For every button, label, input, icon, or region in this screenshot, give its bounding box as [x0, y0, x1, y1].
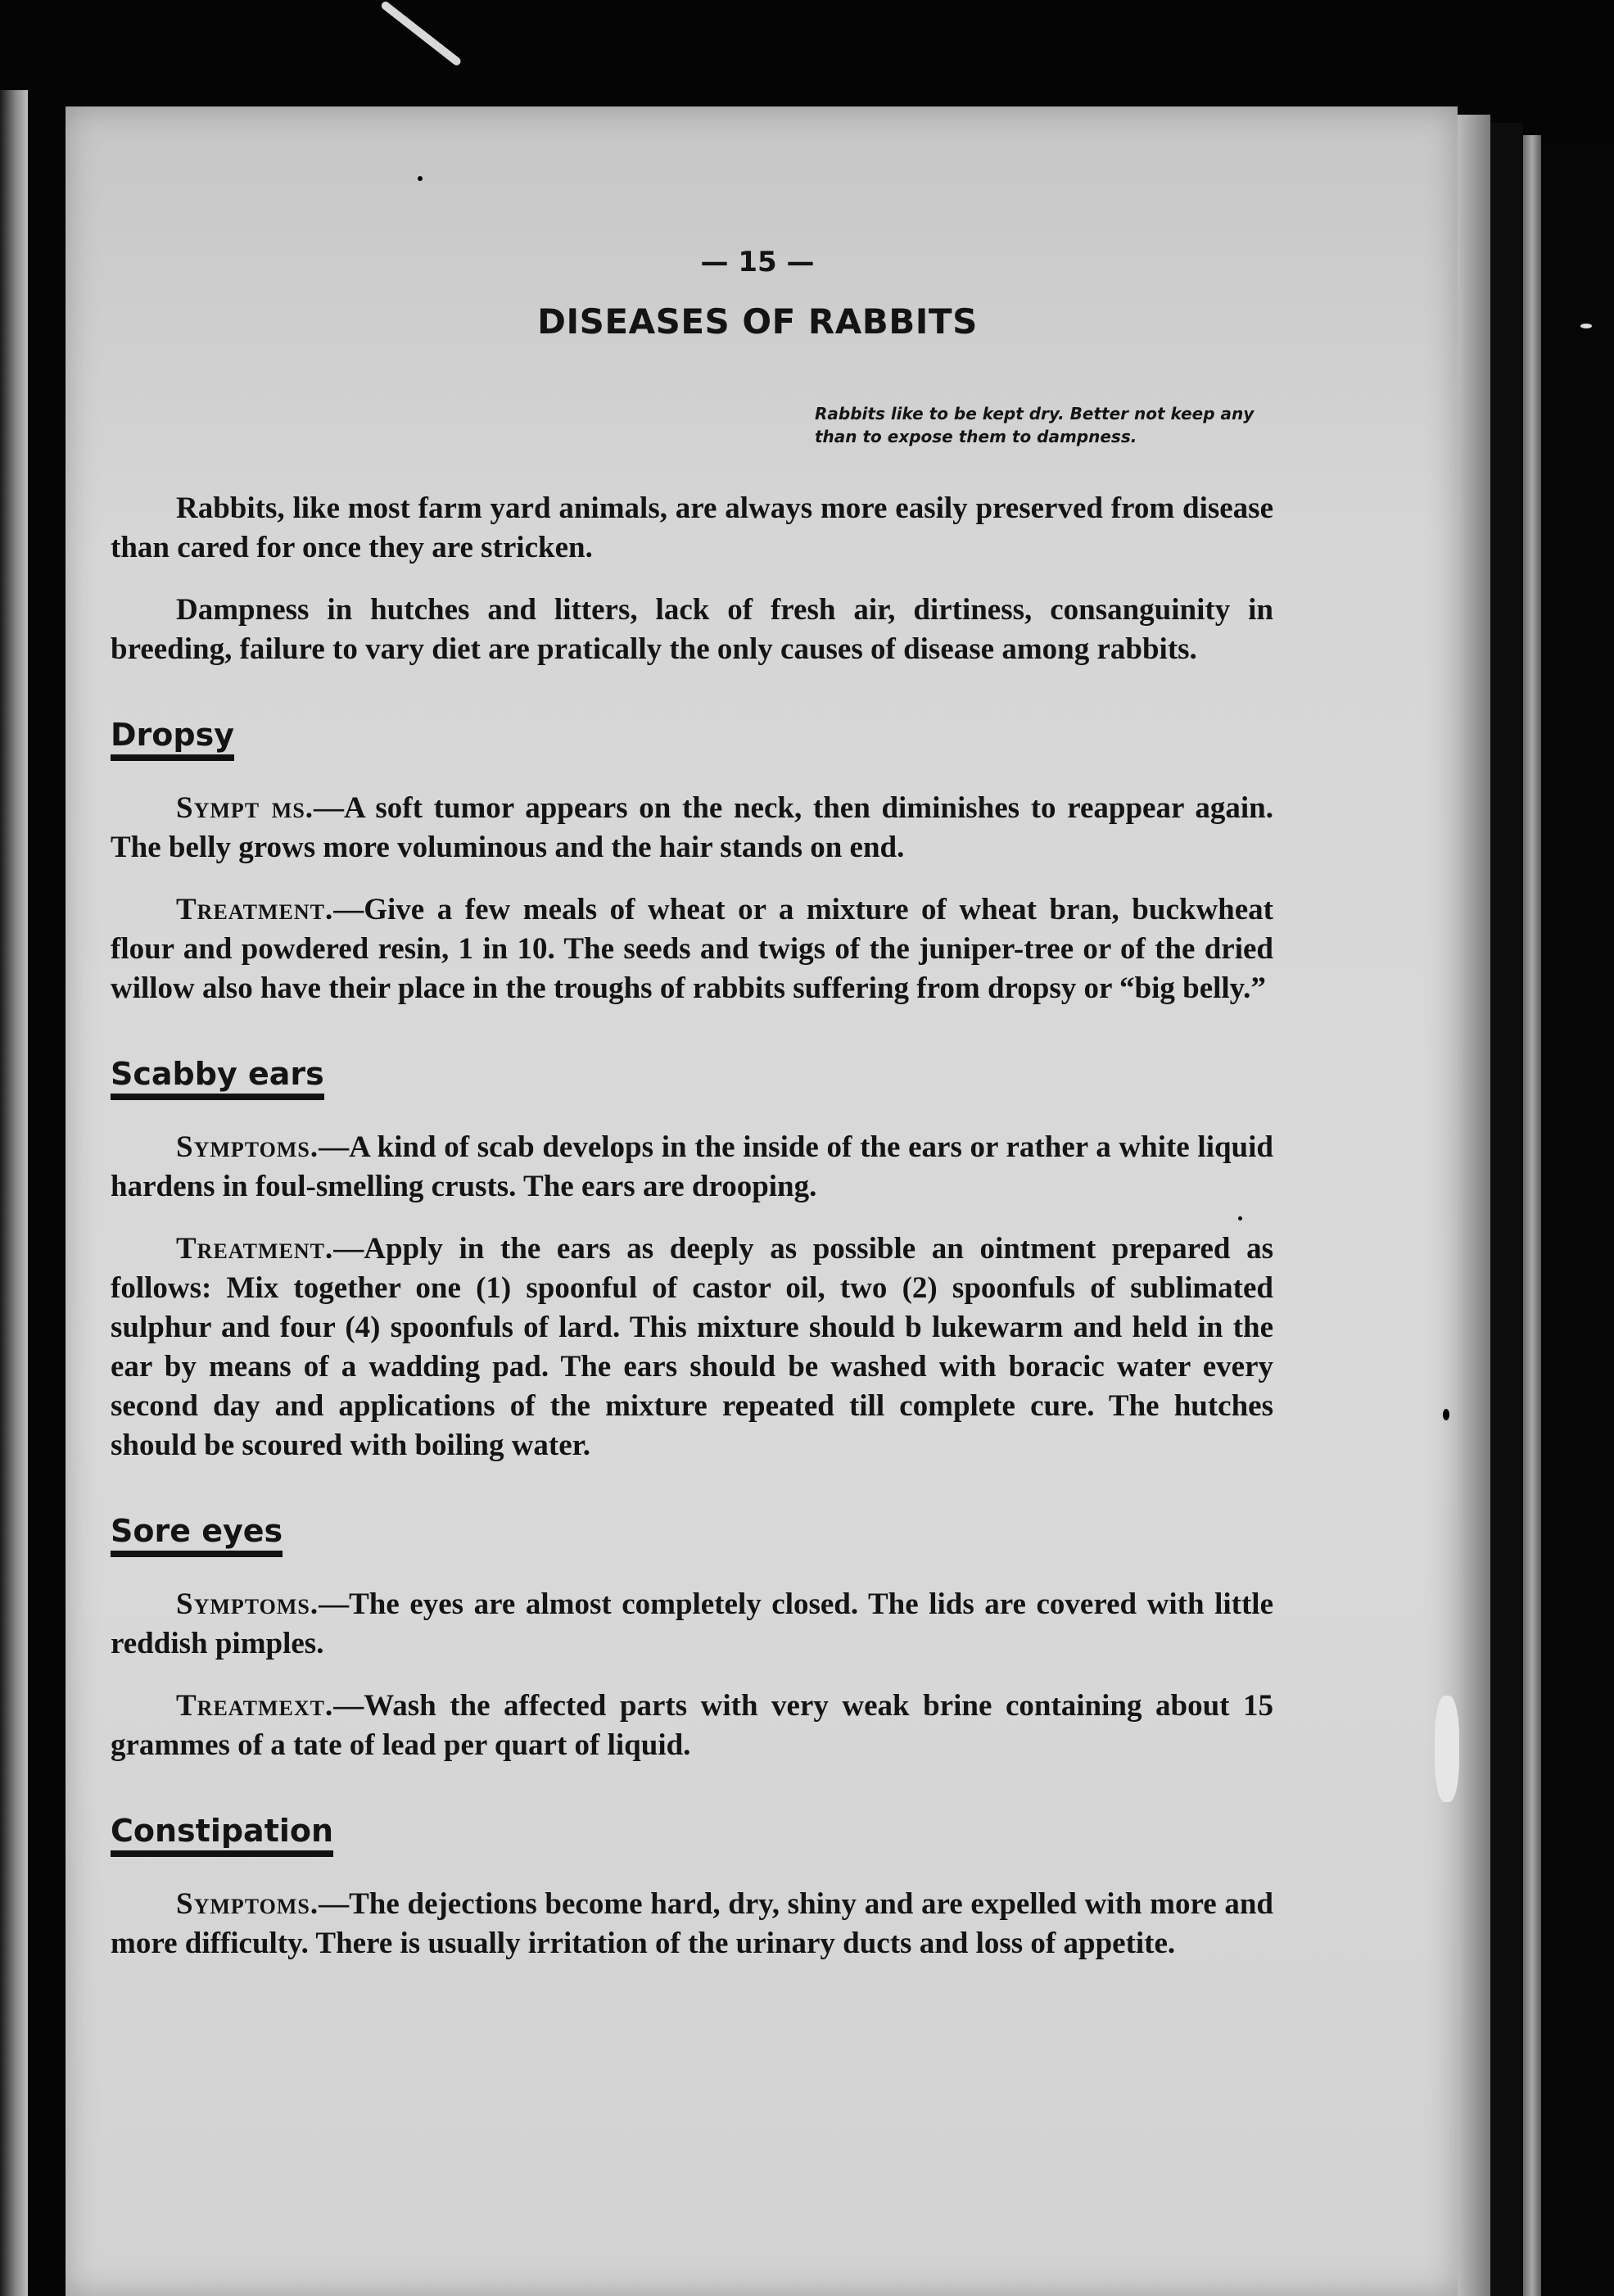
- symptoms-label: Symptoms.: [176, 1887, 319, 1921]
- treatment-paragraph: [111, 1230, 1273, 1465]
- treatment-label: Treatment.: [176, 1232, 334, 1266]
- section-dropsy: [111, 692, 1273, 1008]
- section-scabby-ears: [111, 1031, 1273, 1465]
- dust-speck: [1580, 324, 1592, 328]
- symptoms-paragraph: [111, 1128, 1273, 1207]
- section-heading: Sore eyes: [111, 1513, 283, 1557]
- symptoms-paragraph: [111, 1885, 1273, 1963]
- symptoms-text: —A soft tumor appears on the neck, then diminishes to reappear again. The belly grows more voluminous and the hair stands on end.: [111, 791, 1273, 864]
- symptoms-label: Symptoms.: [176, 1130, 319, 1164]
- symptoms-text: —The eyes are almost completely closed. The lids are covered with little reddish pimples.: [111, 1587, 1273, 1660]
- section-heading: Constipation: [111, 1813, 333, 1857]
- page-title: DISEASES OF RABBITS: [537, 301, 978, 342]
- epigraph: Rabbits like to be kept dry. Better not keep any than to expose them to dampness.: [815, 404, 1255, 446]
- treatment-label: Treatmext.: [176, 1689, 334, 1723]
- symptoms-label: Symptoms.: [176, 1587, 319, 1621]
- section-sore-eyes: [111, 1488, 1273, 1765]
- section-heading: Dropsy: [111, 717, 234, 761]
- treatment-paragraph: [111, 890, 1273, 1008]
- symptoms-paragraph: [111, 789, 1273, 867]
- film-scratch: [380, 0, 463, 67]
- left-page-edge: [0, 90, 28, 2296]
- scan-background: [1541, 139, 1614, 2296]
- symptoms-text: —A kind of scab develops in the inside of the ears or rather a white liquid hardens in foul-smelling crusts. The ears are drooping.: [111, 1130, 1273, 1203]
- treatment-text: —Apply in the ears as deeply as possible an ointment prepared as follows: Mix together one (1) spoonful of castor oil, two (2) spoonfuls of sublimated sulphur and four (4) spoonfuls of lard. This mixture should b lukewarm and held in the ear by means of a wadding pad. The ears should be washed with boracic water every second day and applications of the mixture repeated till complete cure. The hutches should be scoured with boiling water.: [111, 1232, 1273, 1462]
- dust-speck: [418, 176, 423, 181]
- page-text: [111, 246, 1273, 1986]
- symptoms-text: —The dejections become hard, dry, shiny and are expelled with more and more difficulty. There is usually irritation of the urinary ducts and loss of appetite.: [111, 1887, 1273, 1960]
- symptoms-paragraph: [111, 1585, 1273, 1664]
- paper-tear: [1435, 1696, 1459, 1802]
- page-number: — 15 —: [700, 246, 815, 279]
- dust-speck: [1443, 1409, 1449, 1420]
- section-constipation: [111, 1788, 1273, 1963]
- section-heading: Scabby ears: [111, 1056, 324, 1100]
- symptoms-label: Sympt ms.: [176, 791, 314, 825]
- binding-gap: [1490, 123, 1523, 2296]
- treatment-text: —Give a few meals of wheat or a mixture of wheat bran, buckwheat flour and powdered resin, 1 in 10. The seeds and twigs of the juniper-tree or of the dried willow also have their place in the troughs of rabbits suffering from dropsy or “big belly.”: [111, 893, 1273, 1005]
- treatment-paragraph: [111, 1687, 1273, 1765]
- treatment-label: Treatment.: [176, 893, 334, 926]
- intro-paragraph: Dampness in hutches and litters, lack of fresh air, dirtiness, consanguinity in breeding, failure to vary diet are pratically the only causes of disease among rabbits.: [111, 593, 1273, 666]
- treatment-text: —Wash the affected parts with very weak brine containing about 15 grammes of a tate of lead per quart of liquid.: [111, 1689, 1273, 1762]
- binding-edge: [1523, 135, 1541, 2296]
- page-edge-shadow: [1458, 115, 1490, 2296]
- intro-paragraph: Rabbits, like most farm yard animals, are always more easily preserved from disease than cared for once they are stricken.: [111, 491, 1273, 564]
